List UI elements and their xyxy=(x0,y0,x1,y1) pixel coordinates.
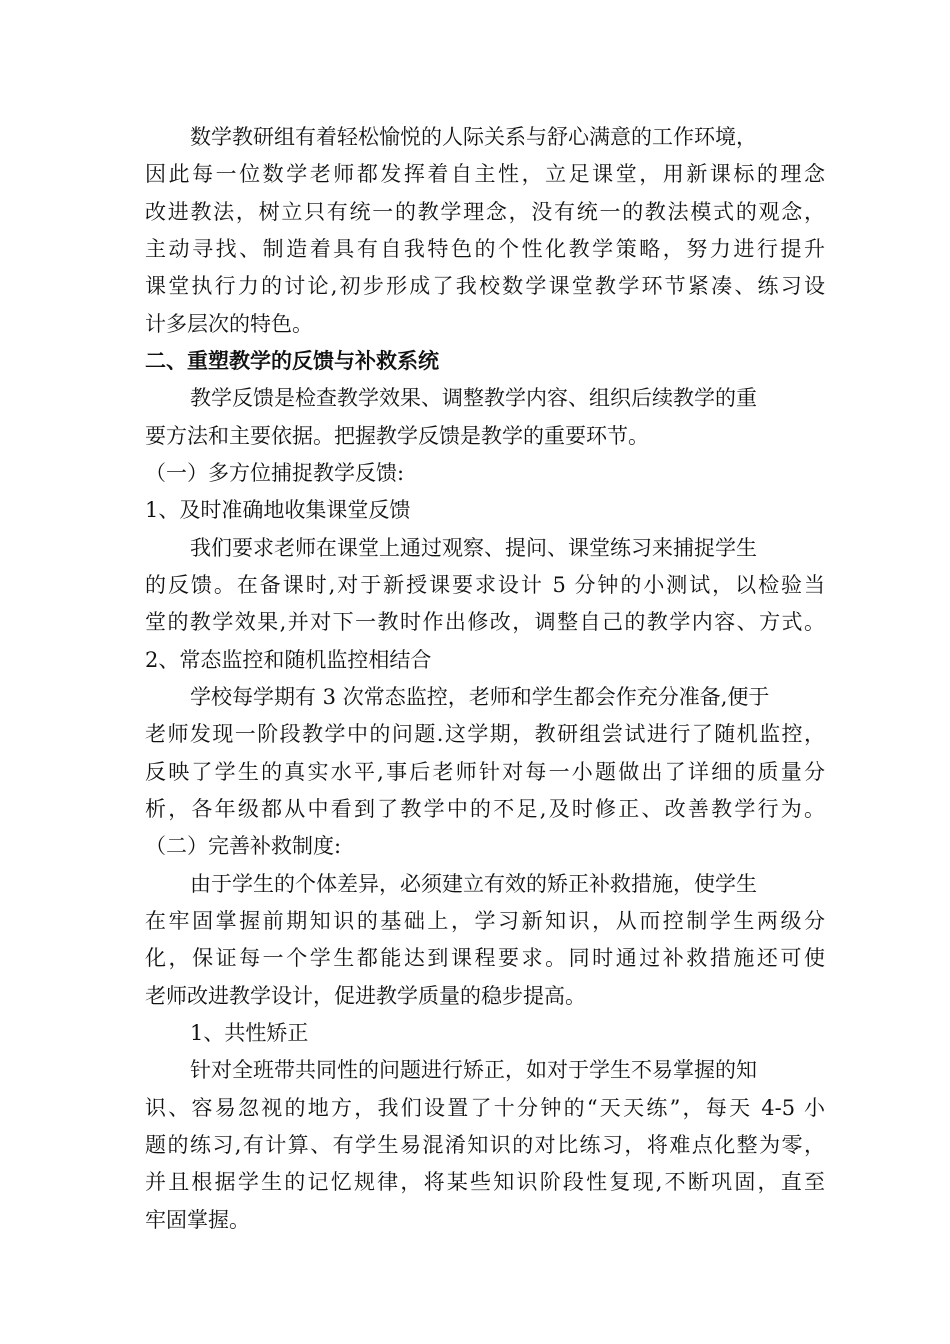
paragraph-line: 题的练习,有计算、有学生易混淆知识的对比练习，将难点化整为零， xyxy=(145,1133,825,1157)
paragraph-line: 堂的教学效果,并对下一教时作出修改，调整自己的教学内容、方式。 xyxy=(145,610,825,634)
paragraph-line: 识、容易忽视的地方，我们设置了十分钟的“天天练”，每天 4-5 小 xyxy=(145,1096,825,1120)
paragraph-line: 牢固掌握。 xyxy=(145,1208,250,1232)
paragraph-line: 主动寻找、制造着具有自我特色的个性化教学策略，努力进行提升 xyxy=(145,237,825,261)
paragraph-line: 要方法和主要依据。把握教学反馈是教学的重要环节。 xyxy=(145,424,649,448)
paragraph-line: 数学教研组有着轻松愉悦的人际关系与舒心满意的工作环境， xyxy=(190,125,757,149)
item-heading: 2、常态监控和随机监控相结合 xyxy=(145,648,432,672)
paragraph-line: 老师发现一阶段教学中的问题.这学期，教研组尝试进行了随机监控， xyxy=(145,722,825,746)
item-heading: 1、共性矫正 xyxy=(190,1021,309,1045)
paragraph-line: 由于学生的个体差异，必须建立有效的矫正补救措施，使学生 xyxy=(190,872,757,896)
paragraph-line: 课堂执行力的讨论,初步形成了我校数学课堂教学环节紧凑、练习设 xyxy=(145,274,825,298)
paragraph-line: 计多层次的特色。 xyxy=(145,312,313,336)
paragraph-line: 老师改进教学设计，促进教学质量的稳步提高。 xyxy=(145,984,586,1008)
item-heading: 1、及时准确地收集课堂反馈 xyxy=(145,498,411,522)
subsection-heading: （一）多方位捕捉教学反馈: xyxy=(145,461,405,485)
paragraph-line: 学校每学期有 3 次常态监控，老师和学生都会作充分准备,便于 xyxy=(190,685,770,709)
paragraph-line: 因此每一位数学老师都发挥着自主性，立足课堂，用新课标的理念 xyxy=(145,162,825,186)
paragraph-line: 的反馈。在备课时,对于新授课要求设计 5 分钟的小测试，以检验当 xyxy=(145,573,825,597)
paragraph-line: 教学反馈是检查教学效果、调整教学内容、组织后续教学的重 xyxy=(190,386,757,410)
paragraph-line: 在牢固掌握前期知识的基础上，学习新知识，从而控制学生两级分 xyxy=(145,909,825,933)
paragraph-line: 析，各年级都从中看到了教学中的不足,及时修正、改善教学行为。 xyxy=(145,797,825,821)
paragraph-line: 反映了学生的真实水平,事后老师针对每一小题做出了详细的质量分 xyxy=(145,760,825,784)
paragraph-line: 化，保证每一个学生都能达到课程要求。同时通过补救措施还可使 xyxy=(145,946,825,970)
section-heading: 二、重塑教学的反馈与补救系统 xyxy=(145,349,439,373)
paragraph-line: 我们要求老师在课堂上通过观察、提问、课堂练习来捕捉学生 xyxy=(190,536,757,560)
subsection-heading: （二）完善补救制度: xyxy=(145,834,342,858)
paragraph-line: 并且根据学生的记忆规律，将某些知识阶段性复现,不断巩固，直至 xyxy=(145,1170,825,1194)
paragraph-line: 针对全班带共同性的问题进行矫正，如对于学生不易掌握的知 xyxy=(190,1058,757,1082)
paragraph-line: 改进教法，树立只有统一的教学理念，没有统一的教法模式的观念， xyxy=(145,200,825,224)
